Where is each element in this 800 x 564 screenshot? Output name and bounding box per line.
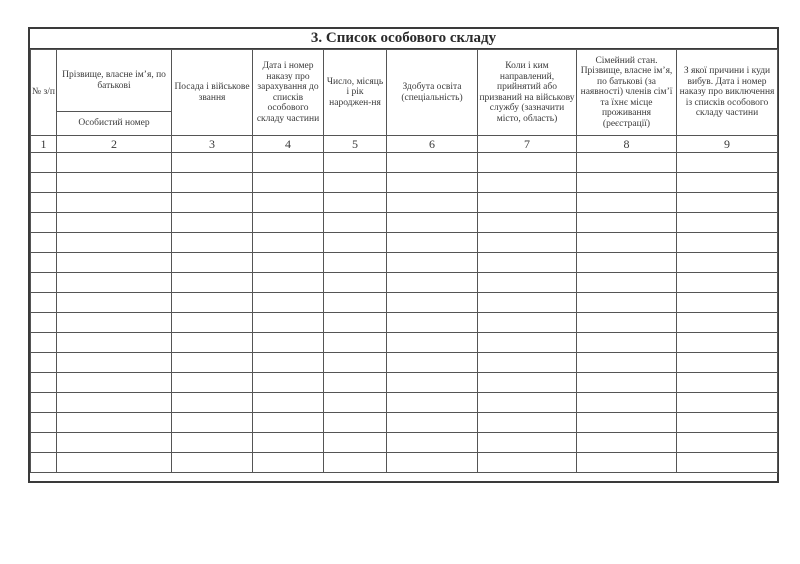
table-cell[interactable] [253, 293, 324, 313]
table-cell[interactable] [577, 233, 677, 253]
table-row [31, 453, 778, 473]
table-row [31, 413, 778, 433]
table-cell[interactable] [57, 373, 172, 393]
table-cell[interactable] [31, 273, 57, 293]
table-row [31, 253, 778, 273]
header-number: № з/п [31, 50, 57, 136]
table-row [31, 153, 778, 173]
table-cell[interactable] [172, 373, 253, 393]
table-cell[interactable] [577, 293, 677, 313]
table-cell[interactable] [577, 393, 677, 413]
table-cell[interactable] [387, 373, 478, 393]
table-cell[interactable] [577, 353, 677, 373]
table-cell[interactable] [57, 253, 172, 273]
table-cell[interactable] [57, 313, 172, 333]
table-cell[interactable] [677, 213, 778, 233]
table-cell[interactable] [253, 233, 324, 253]
table-cell[interactable] [478, 373, 577, 393]
table-cell[interactable] [478, 273, 577, 293]
table-cell[interactable] [324, 213, 387, 233]
table-cell[interactable] [172, 453, 253, 473]
table-cell[interactable] [253, 353, 324, 373]
table-cell[interactable] [31, 453, 57, 473]
table-cell[interactable] [324, 173, 387, 193]
table-cell[interactable] [324, 193, 387, 213]
table-cell[interactable] [172, 213, 253, 233]
column-number: 1 [31, 136, 57, 153]
table-cell[interactable] [253, 413, 324, 433]
table-cell[interactable] [31, 393, 57, 413]
table-cell[interactable] [57, 273, 172, 293]
table-cell[interactable] [324, 453, 387, 473]
table-cell[interactable] [387, 273, 478, 293]
table-cell[interactable] [31, 253, 57, 273]
table-cell[interactable] [478, 393, 577, 413]
table-cell[interactable] [478, 313, 577, 333]
table-cell[interactable] [577, 153, 677, 173]
table-cell[interactable] [57, 173, 172, 193]
table-row [31, 273, 778, 293]
table-cell[interactable] [172, 333, 253, 353]
table-row [31, 193, 778, 213]
column-number-row [31, 136, 778, 153]
table-cell[interactable] [253, 153, 324, 173]
table-cell[interactable] [577, 273, 677, 293]
table-cell[interactable] [324, 253, 387, 273]
header-birth-date: Число, місяць і рік народжен-ня [324, 50, 387, 136]
table-cell[interactable] [387, 353, 478, 373]
table-cell[interactable] [324, 393, 387, 413]
table-cell[interactable] [387, 153, 478, 173]
table-cell[interactable] [478, 353, 577, 373]
table-row [31, 353, 778, 373]
table-cell[interactable] [57, 213, 172, 233]
table-cell[interactable] [253, 433, 324, 453]
table-cell[interactable] [577, 313, 677, 333]
table-cell[interactable] [387, 193, 478, 213]
table-cell[interactable] [677, 333, 778, 353]
table-cell[interactable] [172, 273, 253, 293]
table-cell[interactable] [253, 273, 324, 293]
table-cell[interactable] [577, 413, 677, 433]
header-conscription: Коли і ким направлений, прийнятий або призваний на військову службу (зазначити місто, область) [478, 50, 577, 136]
table-cell[interactable] [387, 313, 478, 333]
table-cell[interactable] [324, 233, 387, 253]
table-cell[interactable] [172, 393, 253, 413]
table-cell[interactable] [677, 433, 778, 453]
table-cell[interactable] [253, 173, 324, 193]
table-cell[interactable] [31, 153, 57, 173]
table-cell[interactable] [31, 313, 57, 333]
table-cell[interactable] [31, 333, 57, 353]
table-cell[interactable] [387, 453, 478, 473]
table-cell[interactable] [324, 153, 387, 173]
table-cell[interactable] [31, 413, 57, 433]
column-number: 7 [478, 136, 577, 153]
table-row [31, 333, 778, 353]
table-cell[interactable] [577, 433, 677, 453]
table-cell[interactable] [253, 213, 324, 233]
table-cell[interactable] [324, 353, 387, 373]
personnel-table [30, 49, 778, 473]
table-cell[interactable] [677, 173, 778, 193]
table-cell[interactable] [31, 213, 57, 233]
table-cell[interactable] [478, 333, 577, 353]
table-cell[interactable] [31, 193, 57, 213]
table-cell[interactable] [57, 193, 172, 213]
table-cell[interactable] [31, 353, 57, 373]
table-cell[interactable] [31, 293, 57, 313]
table-row [31, 313, 778, 333]
table-cell[interactable] [253, 333, 324, 353]
table-cell[interactable] [57, 233, 172, 253]
column-number: 5 [324, 136, 387, 153]
table-cell[interactable] [324, 293, 387, 313]
table-cell[interactable] [31, 233, 57, 253]
table-cell[interactable] [677, 353, 778, 373]
column-number: 3 [172, 136, 253, 153]
table-cell[interactable] [677, 413, 778, 433]
header-enrollment-order: Дата і номер наказу про зарахування до списків особового складу частини [253, 50, 324, 136]
table-cell[interactable] [478, 233, 577, 253]
table-cell[interactable] [677, 393, 778, 413]
table-cell[interactable] [31, 433, 57, 453]
table-cell[interactable] [324, 413, 387, 433]
table-cell[interactable] [31, 173, 57, 193]
table-cell[interactable] [57, 293, 172, 313]
table-cell[interactable] [253, 373, 324, 393]
column-number: 9 [677, 136, 778, 153]
table-cell[interactable] [387, 173, 478, 193]
table-row [31, 433, 778, 453]
table-body [31, 136, 778, 473]
column-number: 4 [253, 136, 324, 153]
table-cell[interactable] [57, 333, 172, 353]
header-departure-reason: З якої причини і куди вибув. Дата і номер наказу про виключення із списків особового складу частини [677, 50, 778, 136]
table-cell[interactable] [677, 253, 778, 273]
table-cell[interactable] [57, 453, 172, 473]
table-cell[interactable] [57, 433, 172, 453]
table-cell[interactable] [253, 453, 324, 473]
table-cell[interactable] [478, 153, 577, 173]
table-cell[interactable] [387, 213, 478, 233]
table-cell[interactable] [172, 353, 253, 373]
table-row [31, 233, 778, 253]
table-cell[interactable] [324, 333, 387, 353]
table-cell[interactable] [387, 333, 478, 353]
column-number: 6 [387, 136, 478, 153]
column-number: 2 [57, 136, 172, 153]
table-cell[interactable] [57, 353, 172, 373]
table-cell[interactable] [172, 413, 253, 433]
header-position-rank: Посада і військове звання [172, 50, 253, 136]
table-cell[interactable] [387, 293, 478, 313]
table-cell[interactable] [57, 393, 172, 413]
table-cell[interactable] [57, 153, 172, 173]
table-cell[interactable] [253, 253, 324, 273]
table-cell[interactable] [478, 413, 577, 433]
personnel-list-form [28, 27, 779, 483]
table-cell[interactable] [172, 153, 253, 173]
header-full-name: Прізвище, власне ім’я, по батькові [57, 50, 172, 112]
form-title: 3. Список особового складу [30, 29, 777, 49]
table-cell[interactable] [172, 233, 253, 253]
column-number: 8 [577, 136, 677, 153]
table-cell[interactable] [324, 273, 387, 293]
table-cell[interactable] [478, 453, 577, 473]
table-cell[interactable] [324, 433, 387, 453]
table-cell[interactable] [577, 193, 677, 213]
table-cell[interactable] [387, 413, 478, 433]
table-cell[interactable] [387, 253, 478, 273]
table-cell[interactable] [577, 373, 677, 393]
table-cell[interactable] [677, 373, 778, 393]
table-cell[interactable] [677, 233, 778, 253]
table-row [31, 293, 778, 313]
table-cell[interactable] [387, 233, 478, 253]
table-cell[interactable] [577, 213, 677, 233]
header-family-status: Сімейний стан. Прізвище, власне ім’я, по батькові (за наявності) членів сім’ї та їхнє місце проживання (реєстрації) [577, 50, 677, 136]
table-cell[interactable] [478, 293, 577, 313]
table-cell[interactable] [478, 213, 577, 233]
table-cell[interactable] [172, 313, 253, 333]
table-cell[interactable] [577, 453, 677, 473]
table-cell[interactable] [172, 193, 253, 213]
table-row [31, 173, 778, 193]
table-cell[interactable] [387, 393, 478, 413]
table-cell[interactable] [324, 313, 387, 333]
table-row [31, 393, 778, 413]
table-cell[interactable] [172, 173, 253, 193]
table-cell[interactable] [677, 273, 778, 293]
table-cell[interactable] [677, 293, 778, 313]
table-row [31, 373, 778, 393]
table-cell[interactable] [387, 433, 478, 453]
table-cell[interactable] [253, 313, 324, 333]
table-cell[interactable] [253, 193, 324, 213]
table-cell[interactable] [677, 313, 778, 333]
table-cell[interactable] [172, 253, 253, 273]
table-cell[interactable] [577, 173, 677, 193]
table-cell[interactable] [677, 453, 778, 473]
header-education: Здобута освіта (спеціальність) [387, 50, 478, 136]
table-row [31, 213, 778, 233]
table-cell[interactable] [478, 173, 577, 193]
table-cell[interactable] [172, 433, 253, 453]
table-cell[interactable] [324, 373, 387, 393]
table-cell[interactable] [577, 253, 677, 273]
table-cell[interactable] [478, 433, 577, 453]
table-cell[interactable] [172, 293, 253, 313]
table-cell[interactable] [253, 393, 324, 413]
table-cell[interactable] [478, 193, 577, 213]
table-cell[interactable] [677, 193, 778, 213]
table-cell[interactable] [478, 253, 577, 273]
table-cell[interactable] [677, 153, 778, 173]
table-cell[interactable] [31, 373, 57, 393]
table-cell[interactable] [577, 333, 677, 353]
header-personal-number: Особистий номер [57, 112, 172, 136]
table-cell[interactable] [57, 413, 172, 433]
